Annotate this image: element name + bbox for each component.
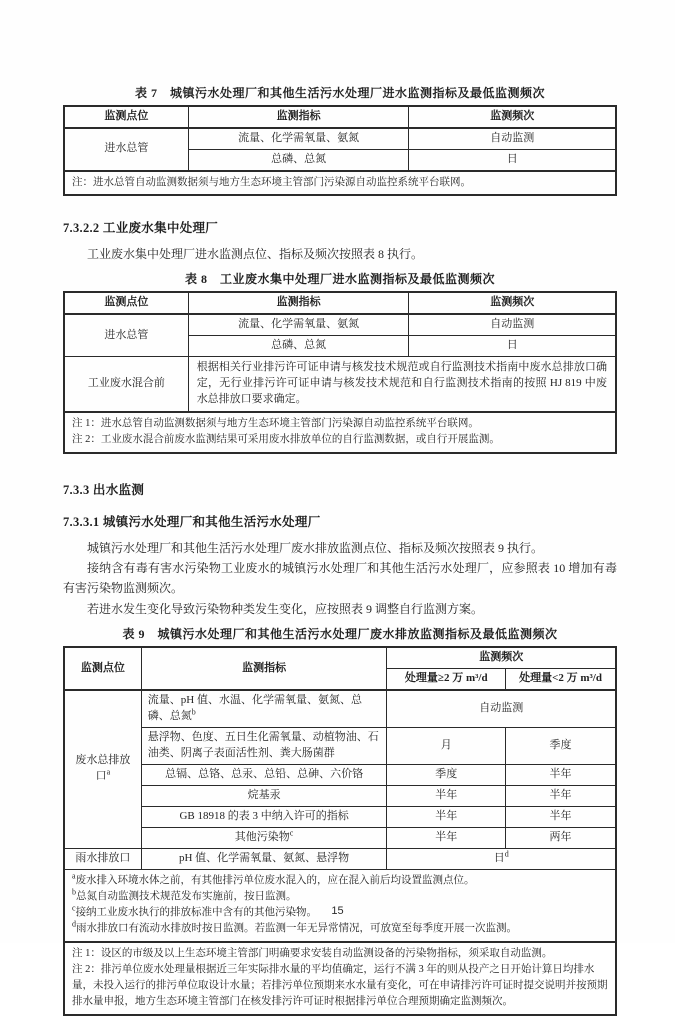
table9-rain-indicator: pH 值、化学需氧量、氨氮、悬浮物 bbox=[141, 848, 387, 869]
table9-caption: 表 9 城镇污水处理厂和其他生活污水处理厂废水排放监测指标及最低监测频次 bbox=[122, 627, 558, 642]
table9-row3-indicator: 总镉、总铬、总汞、总铅、总砷、六价铬 bbox=[141, 764, 387, 785]
table9-footnote-d: $^d$雨水排放口有流动水排放时按日监测。若监测一年无异常情况，可放宽至每季度开展一次监测。 bbox=[72, 919, 517, 935]
table7-col-indicator: 监测指标 bbox=[188, 106, 409, 128]
table9-col-freq-small: 处理量<2 万 m³/d bbox=[506, 669, 616, 690]
table9-row4-freq-small: 半年 bbox=[506, 785, 616, 806]
section-7331-paragraph-2: 接纳含有毒有害水污染物工业废水的城镇污水处理厂和其他生活污水处理厂，应参照表 10 增加有毒有害污染物监测频次。 bbox=[63, 561, 617, 596]
table7-header-row bbox=[64, 106, 616, 128]
table9-row2-freq-large: 月 bbox=[387, 727, 506, 764]
table9-row2-freq-small: 季度 bbox=[506, 727, 616, 764]
table8-mix-row bbox=[64, 357, 616, 412]
section-heading-733: 7.3.3 出水监测 bbox=[63, 482, 145, 497]
table7-col-point: 监测点位 bbox=[64, 106, 188, 128]
section-heading-7331: 7.3.3.1 城镇污水处理厂和其他生活污水处理厂 bbox=[63, 514, 321, 529]
table8-col-freq: 监测频次 bbox=[409, 292, 616, 314]
table9-rain-row bbox=[64, 848, 616, 869]
table8-inlet-label: 进水总管 bbox=[64, 314, 188, 356]
table9-row2-indicator: 悬浮物、色度、五日生化需氧量、动植物油、石油类、阴离子表面活性剂、粪大肠菌群 bbox=[141, 727, 387, 764]
table8-row-1 bbox=[64, 314, 616, 335]
table7-row-1 bbox=[64, 128, 616, 149]
table9-row5-freq-small: 半年 bbox=[506, 806, 616, 827]
table9-header-row-1 bbox=[64, 647, 616, 668]
section-heading-7322: 7.3.2.2 工业废水集中处理厂 bbox=[63, 221, 219, 236]
table8-note-row bbox=[64, 412, 616, 453]
table8-row1-freq: 自动监测 bbox=[409, 314, 616, 335]
footnote-marker-a: a bbox=[106, 767, 111, 777]
table9-note-row bbox=[64, 942, 616, 1015]
table9-row-4 bbox=[64, 785, 616, 806]
table8-col-indicator: 监测指标 bbox=[188, 292, 409, 314]
table9-row5-indicator: GB 18918 的表 3 中纳入许可的指标 bbox=[141, 806, 387, 827]
table9-row-1 bbox=[64, 690, 616, 727]
table9-row4-indicator: 烷基汞 bbox=[141, 785, 387, 806]
table9-row6-freq-small: 两年 bbox=[506, 827, 616, 848]
table7-note-row bbox=[64, 171, 616, 195]
table9-row4-freq-large: 半年 bbox=[387, 785, 506, 806]
table7-row1-indicator: 流量、化学需氧量、氨氮 bbox=[188, 128, 409, 149]
table9-outfall-label: 废水总排放口$^a$ bbox=[64, 690, 141, 848]
table9-row1-freq: 自动监测 bbox=[387, 690, 616, 727]
page-number: 15 bbox=[331, 905, 344, 917]
table8-mix-content: 根据相关行业排污许可证申请与核发技术规范或自行监测技术指南中废水总排放口确定，无行业排污许可证申请与核发技术规范和自行监测技术指南的按照 HJ 819 中废水总排放口要求确定。 bbox=[188, 357, 616, 412]
table7-inlet-label: 进水总管 bbox=[64, 128, 188, 171]
table9-row-2 bbox=[64, 727, 616, 764]
table9-col-point: 监测点位 bbox=[64, 647, 141, 690]
table8-caption: 表 8 工业废水集中处理厂进水监测指标及最低监测频次 bbox=[184, 272, 495, 287]
table9-col-freq-large: 处理量≥2 万 m³/d bbox=[387, 669, 506, 690]
table9-row-3 bbox=[64, 764, 616, 785]
table9-note-1: 注 1：设区的市级及以上生态环境主管部门明确要求安装自动监测设备的污染物指标，须采取自动监测。 bbox=[72, 947, 553, 959]
table9-footnote-a: $^a$废水排入环境水体之前，有其他排污单位废水混入的，应在混入前后均设置监测点位。 bbox=[72, 871, 475, 886]
table7-note: 注：进水总管自动监测数据须与地方生态环境主管部门污染源自动监控系统平台联网。 bbox=[64, 171, 616, 195]
table8-header-row bbox=[64, 292, 616, 314]
table9-row6-indicator: 其他污染物$^c$ bbox=[141, 827, 387, 848]
table7-row2-freq: 日 bbox=[409, 149, 616, 170]
table7-row1-freq: 自动监测 bbox=[409, 128, 616, 149]
table9-row3-freq-small: 半年 bbox=[506, 764, 616, 785]
footnote-marker-d: d bbox=[504, 848, 509, 858]
table9-row5-freq-large: 半年 bbox=[387, 806, 506, 827]
table8-row1-indicator: 流量、化学需氧量、氨氮 bbox=[188, 314, 409, 335]
table9-notes bbox=[64, 942, 616, 1015]
table9-row-5 bbox=[64, 806, 616, 827]
table9-footnote-c: $^c$接纳工业废水执行的排放标准中含有的其他污染物。 bbox=[72, 903, 318, 919]
table8-col-point: 监测点位 bbox=[64, 292, 188, 314]
table7-caption: 表 7 城镇污水处理厂和其他生活污水处理厂进水监测指标及最低监测频次 bbox=[134, 86, 545, 100]
section-7331-paragraph-3: 若进水发生变化导致污染物种类发生变化，应按照表 9 调整自行监测方案。 bbox=[87, 601, 484, 616]
table9-footnote-b: $^b$总氮自动监测技术规范发布实施前，按日监测。 bbox=[72, 887, 297, 902]
table8-note-2: 注 2：工业废水混合前废水监测结果可采用废水排放单位的自行监测数据，或自行开展监测。 bbox=[72, 434, 500, 446]
footnote-marker-b: b bbox=[191, 707, 196, 717]
table8-mix-label: 工业废水混合前 bbox=[64, 357, 188, 412]
footnote-marker-c: c bbox=[289, 827, 294, 837]
table8-note-1: 注 1：进水总管自动监测数据须与地方生态环境主管部门污染源自动监控系统平台联网。 bbox=[72, 418, 479, 430]
table9-row-6 bbox=[64, 827, 616, 848]
table9-row1-indicator: 流量、pH 值、水温、化学需氧量、氨氮、总磷、总氮$^b$ bbox=[141, 690, 387, 727]
table9-row3-freq-large: 季度 bbox=[387, 764, 506, 785]
table7-row2-indicator: 总磷、总氮 bbox=[188, 149, 409, 170]
table8-notes bbox=[64, 412, 616, 453]
table9-row6-freq-large: 半年 bbox=[387, 827, 506, 848]
table7 bbox=[63, 105, 617, 196]
table8 bbox=[63, 291, 617, 453]
table9-col-freq: 监测频次 bbox=[387, 647, 616, 668]
table9-col-indicator: 监测指标 bbox=[141, 647, 387, 690]
section-7322-paragraph: 工业废水集中处理厂进水监测点位、指标及频次按照表 8 执行。 bbox=[87, 247, 424, 262]
table9-note-2: 注 2：排污单位废水处理量根据近三年实际排水量的平均值确定，运行不满 3 年的则从投产之日开始计算日均排水量，未投入运行的排污单位取设计水量；若排污单位预期来水水量有变化，可在申请排污许可证时提交说明并按预期排水量申报，地方生态环境主管部门在核发排污许可证时根据排污单位合理预期确定监测频次。 bbox=[72, 963, 608, 1008]
table9-rain-freq: 日$^d$ bbox=[387, 848, 616, 869]
section-7331-paragraph-1: 城镇污水处理厂和其他生活污水处理厂废水排放监测点位、指标及频次按照表 9 执行。 bbox=[87, 540, 544, 555]
table9-rain-label: 雨水排放口 bbox=[64, 848, 141, 869]
table8-row2-freq: 日 bbox=[409, 336, 616, 357]
table7-col-freq: 监测频次 bbox=[409, 106, 616, 128]
table9 bbox=[63, 646, 617, 1015]
table8-row2-indicator: 总磷、总氮 bbox=[188, 336, 409, 357]
